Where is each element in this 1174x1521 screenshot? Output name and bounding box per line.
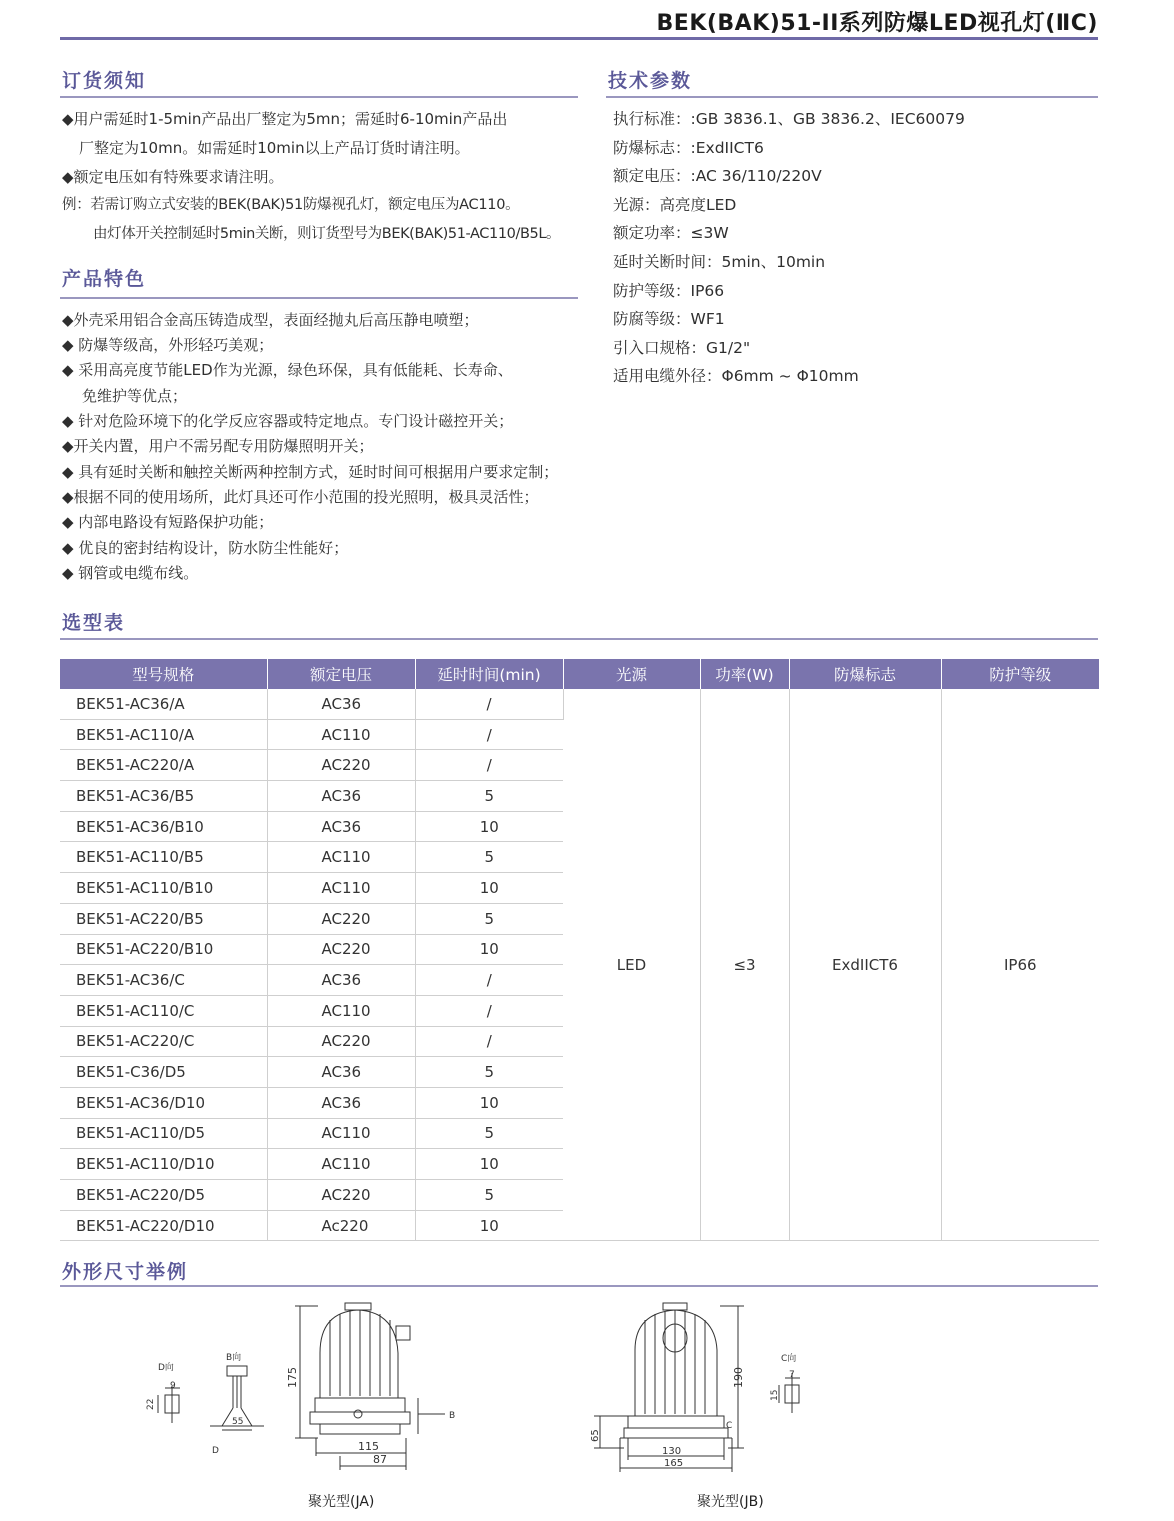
feature-item: ◆ 防爆等级高，外形轻巧美观； (62, 336, 274, 354)
dimensions-divider (60, 1285, 1098, 1287)
table-header-row (60, 659, 1099, 689)
voltage-cell: AC110 (267, 842, 415, 873)
ja-label-d-view: D向 (158, 1363, 174, 1373)
delay-cell: 5 (415, 1180, 563, 1211)
feature-item: ◆根据不同的使用场所，此灯具还可作小范围的投光照明，极具灵活性； (62, 488, 539, 506)
delay-cell: / (415, 1026, 563, 1057)
jb-label-165: 165 (664, 1458, 684, 1469)
selection-divider (60, 638, 1098, 640)
selection-table (60, 659, 1099, 1241)
spec-line: 光源：高亮度LED (613, 195, 737, 214)
ja-label-115: 115 (358, 1440, 379, 1453)
jb-label-190: 190 (732, 1367, 745, 1388)
delay-cell: / (415, 689, 563, 719)
voltage-cell: AC110 (267, 719, 415, 750)
ja-label-d: D (212, 1446, 219, 1456)
delay-cell: 5 (415, 842, 563, 873)
delay-cell: / (415, 995, 563, 1026)
model-cell: BEK51-AC36/D10 (60, 1087, 267, 1118)
feature-item: 免维护等优点； (82, 387, 188, 405)
feature-item: ◆ 针对危险环境下的化学反应容器或特定地点。专门设计磁控开关； (62, 412, 514, 430)
spec-line: 防护等级：IP66 (613, 281, 725, 300)
ja-label-b: B (449, 1411, 456, 1421)
jb-label-7: 7 (789, 1370, 795, 1380)
model-cell: BEK51-AC110/D10 (60, 1149, 267, 1180)
column-header: 型号规格 (60, 659, 267, 689)
delay-cell: 10 (415, 1210, 563, 1241)
specs-divider (606, 96, 1098, 98)
ja-label-22: 22 (146, 1398, 156, 1410)
page-title: BEK(BAK)51-II系列防爆LED视孔灯(ⅡC) (656, 11, 1098, 36)
feature-item: ◆外壳采用铝合金高压铸造成型，表面经抛丸后高压静电喷塑； (62, 311, 479, 329)
ja-label-175: 175 (286, 1367, 299, 1388)
model-cell: BEK51-AC36/A (60, 689, 267, 719)
delay-cell: 10 (415, 811, 563, 842)
voltage-cell: AC36 (267, 1057, 415, 1088)
delay-cell: 5 (415, 1057, 563, 1088)
ja-label-b-view: B向 (226, 1353, 242, 1363)
model-cell: BEK51-AC220/A (60, 750, 267, 781)
jb-label-130: 130 (662, 1446, 682, 1457)
model-cell: BEK51-AC36/C (60, 965, 267, 996)
model-cell: BEK51-AC110/A (60, 719, 267, 750)
ex-mark-cell: ExdIICT6 (789, 689, 941, 1241)
voltage-cell: AC220 (267, 750, 415, 781)
feature-item: ◆开关内置，用户不需另配专用防爆照明开关； (62, 437, 374, 455)
features-divider (60, 297, 578, 299)
voltage-cell: AC220 (267, 903, 415, 934)
column-header: 额定电压 (267, 659, 415, 689)
column-header: 防爆标志 (789, 659, 941, 689)
power-cell: ≤3 (700, 689, 789, 1241)
model-cell: BEK51-C36/D5 (60, 1057, 267, 1088)
model-cell: BEK51-AC220/B5 (60, 903, 267, 934)
voltage-cell: AC36 (267, 965, 415, 996)
light-source-cell: LED (563, 689, 700, 1241)
feature-item: ◆ 优良的密封结构设计，防水防尘性能好； (62, 539, 349, 557)
voltage-cell: AC36 (267, 781, 415, 812)
ordering-line: 厂整定为10mn。如需延时10min以上产品订货时请注明。 (79, 139, 470, 157)
delay-cell: 10 (415, 934, 563, 965)
ordering-heading: 订货须知 (62, 70, 147, 92)
table-body (60, 689, 1099, 1241)
ja-label-9: 9 (170, 1381, 176, 1391)
feature-item: ◆ 内部电路设有短路保护功能； (62, 513, 274, 531)
voltage-cell: AC36 (267, 689, 415, 719)
feature-item: ◆ 具有延时关断和触控关断两种控制方式，延时时间可根据用户要求定制； (62, 463, 559, 481)
voltage-cell: AC220 (267, 934, 415, 965)
ordering-example: 由灯体开关控制延时5min关断，则订货型号为BEK(BAK)51-AC110/B5L。 (93, 226, 561, 242)
specs-list (613, 105, 965, 391)
ordering-divider (60, 96, 578, 98)
delay-cell: / (415, 965, 563, 996)
spec-line: 执行标准：:GB 3836.1、GB 3836.2、IEC60079 (613, 110, 965, 128)
model-cell: BEK51-AC220/C (60, 1026, 267, 1057)
delay-cell: 5 (415, 781, 563, 812)
table-row (60, 689, 1099, 719)
ordering-example: 例：若需订购立式安装的BEK(BAK)51防爆视孔灯，额定电压为AC110。 (62, 197, 520, 213)
spec-line: 引入口规格：G1/2" (613, 338, 751, 357)
feature-item: ◆ 钢管或电缆布线。 (62, 564, 199, 582)
model-cell: BEK51-AC220/B10 (60, 934, 267, 965)
spec-line: 额定电压：:AC 36/110/220V (613, 167, 822, 186)
ordering-line: ◆额定电压如有特殊要求请注明。 (62, 168, 284, 186)
delay-cell: 10 (415, 1149, 563, 1180)
voltage-cell: AC220 (267, 1180, 415, 1211)
spec-line: 适用电缆外径：Φ6mm ~ Φ10mm (613, 367, 859, 386)
delay-cell: / (415, 719, 563, 750)
dimensions-heading: 外形尺寸举例 (62, 1261, 189, 1283)
column-header: 防护等级 (941, 659, 1099, 689)
voltage-cell: AC110 (267, 1118, 415, 1149)
specs-heading: 技术参数 (608, 70, 693, 92)
model-cell: BEK51-AC110/C (60, 995, 267, 1026)
delay-cell: 5 (415, 1118, 563, 1149)
voltage-cell: AC220 (267, 1026, 415, 1057)
ja-label-55: 55 (232, 1417, 244, 1427)
column-header: 光源 (563, 659, 700, 689)
feature-item: ◆ 采用高亮度节能LED作为光源，绿色环保，具有低能耗、长寿命、 (62, 361, 513, 379)
title-divider (60, 37, 1098, 40)
delay-cell: 10 (415, 873, 563, 904)
ja-caption: 聚光型(JA) (308, 1494, 375, 1510)
features-heading: 产品特色 (62, 268, 147, 290)
spec-line: 额定功率：≤3W (613, 224, 729, 243)
jb-dimension-drawing (580, 1298, 840, 1488)
voltage-cell: AC36 (267, 1087, 415, 1118)
voltage-cell: AC110 (267, 873, 415, 904)
ja-label-87: 87 (373, 1453, 387, 1466)
jb-label-c: C (726, 1421, 733, 1431)
jb-label-c-view: C向 (781, 1354, 797, 1364)
voltage-cell: AC110 (267, 1149, 415, 1180)
voltage-cell: Ac220 (267, 1210, 415, 1241)
model-cell: BEK51-AC36/B10 (60, 811, 267, 842)
column-header: 延时时间(min) (415, 659, 563, 689)
spec-line: 延时关断时间：5min、10min (613, 252, 826, 271)
delay-cell: 10 (415, 1087, 563, 1118)
model-cell: BEK51-AC220/D10 (60, 1210, 267, 1241)
model-cell: BEK51-AC110/D5 (60, 1118, 267, 1149)
voltage-cell: AC110 (267, 995, 415, 1026)
jb-label-15: 15 (770, 1389, 780, 1401)
delay-cell: 5 (415, 903, 563, 934)
jb-caption: 聚光型(JB) (697, 1494, 764, 1510)
spec-line: 防爆标志：:ExdIICT6 (613, 138, 764, 157)
voltage-cell: AC36 (267, 811, 415, 842)
column-header: 功率(W) (700, 659, 789, 689)
ip-cell: IP66 (941, 689, 1099, 1241)
spec-line: 防腐等级：WF1 (613, 310, 725, 329)
delay-cell: / (415, 750, 563, 781)
model-cell: BEK51-AC110/B5 (60, 842, 267, 873)
ja-lamp-body (320, 1310, 398, 1398)
selection-heading: 选型表 (62, 612, 126, 634)
jb-label-65: 65 (590, 1429, 601, 1442)
ordering-line: ◆用户需延时1-5min产品出厂整定为5mn；需延时6-10min产品出 (62, 110, 508, 128)
model-cell: BEK51-AC36/B5 (60, 781, 267, 812)
model-cell: BEK51-AC110/B10 (60, 873, 267, 904)
model-cell: BEK51-AC220/D5 (60, 1180, 267, 1211)
ja-dimension-drawing (140, 1298, 480, 1488)
